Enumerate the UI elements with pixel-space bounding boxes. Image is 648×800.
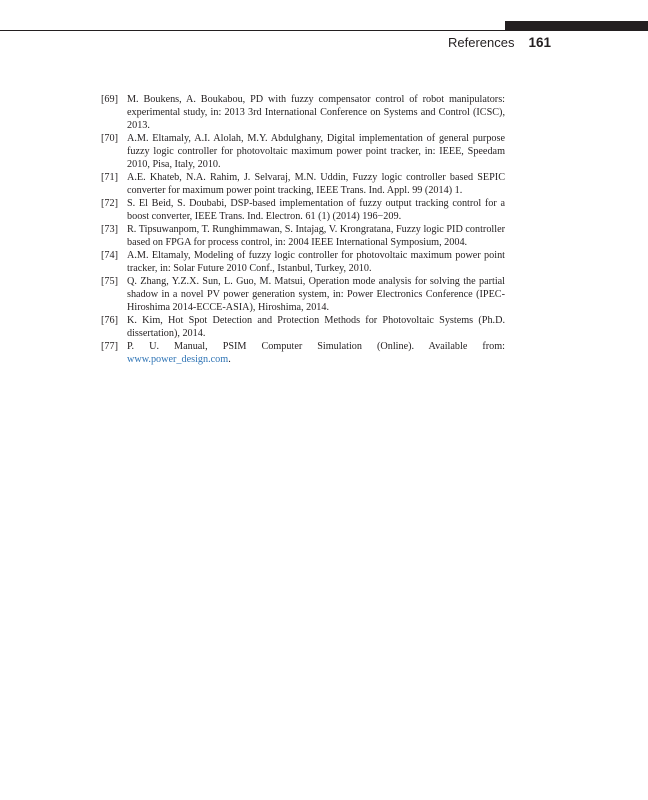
reference-number: [71] <box>101 172 118 183</box>
reference-item <box>101 171 505 197</box>
reference-text: A.M. Eltamaly, A.I. Alolah, M.Y. Abdulghany, Digital implementation of general purpose fuzzy logic controller for photovoltaic maximum power point tracker, in: IEEE, Speedam 2010, Pisa, Italy, 2010. <box>127 133 505 170</box>
running-head <box>448 35 551 51</box>
reference-text: S. El Beid, S. Doubabi, DSP-based implementation of fuzzy output tracking control for a boost converter, IEEE Trans. Ind. Electron. 61 (1) (2014) 196−209. <box>127 198 505 222</box>
reference-list <box>101 93 505 366</box>
reference-item <box>101 132 505 171</box>
header-accent-bar <box>505 21 648 30</box>
reference-number: [73] <box>101 224 118 235</box>
reference-number: [76] <box>101 315 118 326</box>
reference-number: [70] <box>101 133 118 144</box>
reference-text: P. U. Manual, PSIM Computer Simulation (Online). Available from: <box>127 341 505 352</box>
reference-item <box>101 223 505 249</box>
reference-number: [74] <box>101 250 118 261</box>
reference-item <box>101 197 505 223</box>
reference-item <box>101 93 505 132</box>
running-title: References <box>447 35 515 50</box>
reference-number: [69] <box>101 94 118 105</box>
reference-text: M. Boukens, A. Boukabou, PD with fuzzy compensator control of robot manipulators: experimental study, in: 2013 3rd International Conference on Systems and Control (ICSC), 2013. <box>127 94 505 131</box>
reference-text: Q. Zhang, Y.Z.X. Sun, L. Guo, M. Matsui, Operation mode analysis for solving the partial shadow in a novel PV power generation system, in: Power Electronics Conference (IPEC-Hiroshima 2014-ECCE-ASIA), Hiroshima, 2014. <box>127 276 505 313</box>
reference-suffix: . <box>228 354 231 365</box>
reference-item <box>101 314 505 340</box>
reference-number: [77] <box>101 341 118 352</box>
reference-number: [72] <box>101 198 118 209</box>
reference-text: K. Kim, Hot Spot Detection and Protection Methods for Photovoltaic Systems (Ph.D. dissertation), 2014. <box>127 315 505 339</box>
header-rule <box>0 30 648 31</box>
reference-text: A.M. Eltamaly, Modeling of fuzzy logic controller for photovoltaic maximum power point tracker, in: Solar Future 2010 Conf., Istanbul, Turkey, 2010. <box>127 250 505 274</box>
reference-item <box>101 340 505 366</box>
reference-number: [75] <box>101 276 118 287</box>
reference-item <box>101 275 505 314</box>
reference-link[interactable]: www.power_design.com <box>127 354 229 365</box>
reference-text: A.E. Khateb, N.A. Rahim, J. Selvaraj, M.N. Uddin, Fuzzy logic controller based SEPIC converter for maximum power point tracking, IEEE Trans. Ind. Appl. 99 (2014) 1. <box>127 172 505 196</box>
reference-text: R. Tipsuwanpom, T. Runghimmawan, S. Intajag, V. Krongratana, Fuzzy logic PID controller based on FPGA for process control, in: 2004 IEEE International Symposium, 2004. <box>127 224 505 248</box>
page-number: 161 <box>528 35 551 50</box>
reference-item <box>101 249 505 275</box>
